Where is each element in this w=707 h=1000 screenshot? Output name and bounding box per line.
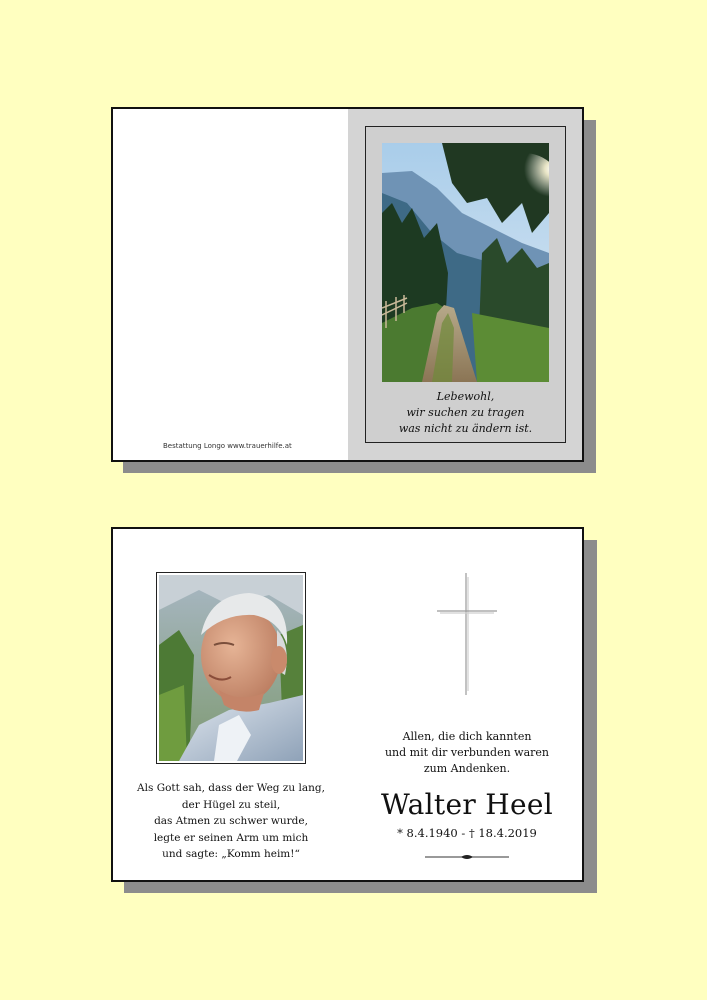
portrait-frame (156, 572, 306, 764)
card-outer-side (111, 107, 584, 462)
verse-line: Lebewohl, (436, 390, 495, 403)
poem (131, 780, 331, 863)
life-dates: * 8.4.1940 - † 18.4.2019 (397, 826, 537, 840)
dedication-text (349, 729, 585, 777)
cover-panel (348, 109, 582, 460)
dedication-line: zum Andenken. (423, 762, 511, 775)
poem-line: das Atmen zu schwer wurde, (154, 815, 308, 827)
dedication-line: und mit dir verbunden waren (384, 746, 550, 759)
cover-frame (365, 126, 566, 443)
deceased-name: Walter Heel (381, 788, 553, 821)
poem-line: der Hügel zu steil, (181, 798, 281, 811)
verse-line: was nicht zu ändern ist. (398, 422, 533, 435)
poem-line: Als Gott sah, dass der Weg zu lang, (137, 782, 325, 794)
portrait-photo (159, 575, 303, 761)
dedication-line: Allen, die dich kannten (402, 730, 532, 743)
verse-line: wir suchen zu tragen (406, 406, 525, 419)
poem-line: und sagte: „Komm heim!“ (162, 848, 300, 860)
funeral-home-credit: Bestattung Longo www.trauerhilfe.at (163, 442, 292, 450)
cross-icon (437, 573, 497, 695)
card-inner-side (111, 527, 584, 882)
poem-line: legte er seinen Arm um mich (153, 831, 309, 844)
cover-verse (366, 389, 565, 437)
ornament-divider-icon (425, 853, 509, 861)
mountain-path-photo (382, 143, 549, 382)
